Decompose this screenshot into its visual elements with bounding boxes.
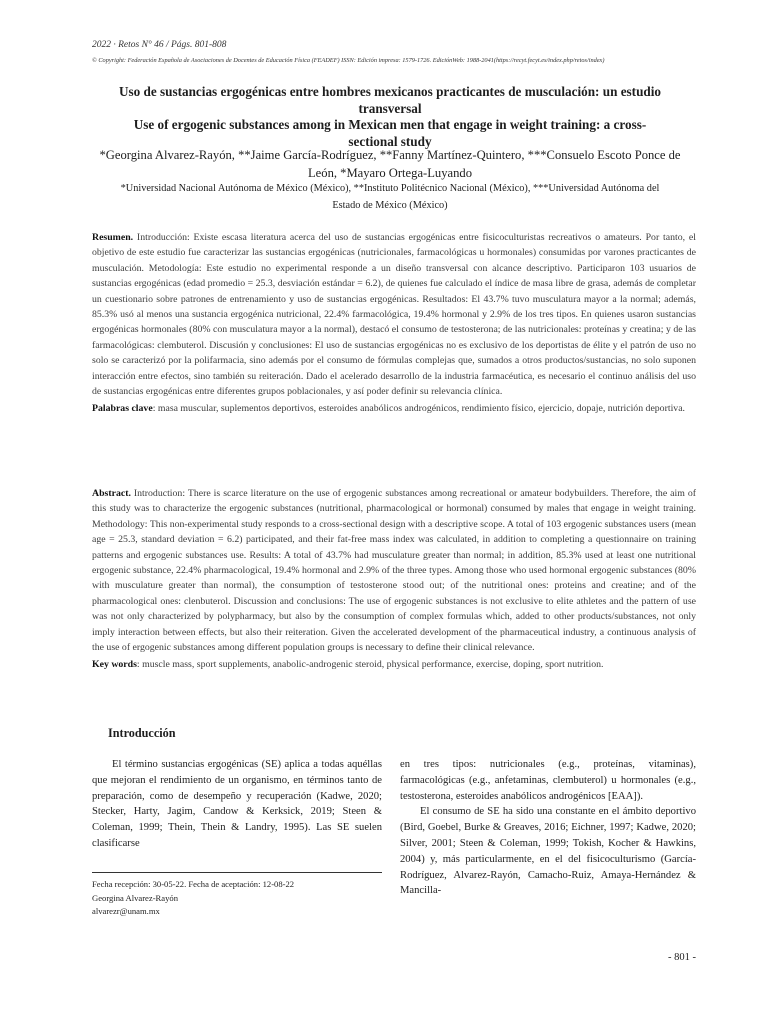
abstract-text: Introduction: There is scarce literature on the use of ergogenic substances among recreational or amateur bodybuilders. Therefore, the aim of this study was to characterize the ergogenic substances (nutritional, pharmacological or hormonal) consumed by males that engage in weight training. Methodology: This non-experimental study responds to a cross-sectional design with a descriptive scope. A total of 103 ergogenic substances users (mean age = 25.3, standard deviation = 6.2) participated, and their fat-free mass index was calculated, in addition to completing a questionnaire on training patterns and ergogenic substances use. Results: A total of 43.7% had musculature greater than normal; in addition, 85.3% used at least one nutritional ergogenic substance, 22.4% pharmacological, 19.4% hormonal and 2.9% of the three types. Among those who used hormonal ergogenic substances (80% with musculature greater than normal), the consumption of testosterone stood out; of the nutritional ones: proteins and creatine; and of the pharmacological ones: clenbuterol. Discussion and conclusions: The use of ergogenic substances is not exclusive to elite athletes and the pattern of use was not only characterized by polypharmacy, but also by the consumption of complex formulas which, added to other products/substances, not only imply interaction between effects, but also their reiteration. Given the accelerated development of the pharmaceutical industry, a continuous analysis of the use of ergogenic substances among different population groups is necessary to define their clinical relevance.	[92, 488, 696, 654]
footnote-author: Georgina Alvarez-Rayón	[92, 892, 178, 903]
footnote-divider	[92, 872, 382, 873]
authors-line2: León, *Mayaro Ortega-Luyando	[307, 165, 472, 180]
author-list	[92, 147, 688, 182]
body-column-left	[92, 757, 382, 852]
journal-header: 2022 · Retos N° 46 / Págs. 801-808	[92, 40, 227, 50]
title-en-line1: Use of ergogenic substances among in Mexican men that engage in weight training: a cross-	[133, 117, 647, 132]
copyright-notice: © Copyright: Federación Española de Asociaciones de Docentes de Educación Física (FEADEF) ISSN: Edición impresa: 1579-1726. EdiciónWeb: 1988-2041(https://recyt.fecyt.es/index.php/retos/index)	[92, 57, 605, 64]
resumen-text: Introducción: Existe escasa literatura acerca del uso de sustancias ergogénicas entre fisicoculturistas recreativos o amateurs. Por tanto, el objetivo de este estudio fue caracterizar las sustancias ergogénicas (nutricionales, farmacológicas u hormonales) consumidas por varones practicantes de musculación. Metodología: Este estudio no experimental responde a un diseño transversal con alcance descriptivo. Participaron 103 usuarios de sustancias ergogénicas (edad promedio = 25.3, desviación estándar = 6.2), de quienes fue calculado el índice de masa libre de grasa, además de completar un cuestionario sobre patrones de entrenamiento y uso de sustancias ergogénicas. Resultados: El 43.7% tuvo musculatura mayor a la normal; además, 85.3% usó al menos una sustancia ergogénica nutricional, 22.4% farmacológica, 19.4% hormonal y 2.9% de los tres tipos. En quienes usaron sustancias ergogénicas hormonales (80% con musculatura mayor a la normal), destacó el consumo de testosterona; de las nutricionales: proteínas y creatina; y de las farmacológicas: clembuterol. Discusión y conclusiones: El uso de sustancias ergogénicas no es exclusivo de los deportistas de élite y el patrón de uso no solo se caracterizó por la polifarmacia, sino además por el consumo de fórmulas complejas que, sumados a otros productos/sustancias, no solo suponen interacción entre efectos, sino también su reiteración. Dado el acelerado desarrollo de la industria farmacéutica, es necesario el continuo análisis del uso de sustancias ergogénicas entre diferentes grupos poblacionales, y así poder definir su relevancia clínica.	[92, 232, 696, 398]
authors-line1: *Georgina Alvarez-Rayón, **Jaime García-Rodríguez, **Fanny Martínez-Quintero, ***Consuelo Escoto Ponce de	[99, 148, 681, 162]
page-number: - 801 -	[668, 952, 696, 963]
intro-heading: Introducción	[108, 726, 176, 740]
resumen-paragraph	[92, 230, 696, 399]
title-en-line2: sectional study	[348, 133, 432, 149]
article-title	[92, 84, 688, 150]
intro-paragraph-1: El término sustancias ergogénicas (SE) aplica a todas aquéllas que mejoran el rendimiento de un organismo, en términos tanto de preparación, como de desempeño y recuperación (Kadwe, 2020; Stecker, Harty, Jagim, Candow & Kerksick, 2019; Steen & Coleman, 1999; Thein, Thein & Landry, 1995). Las SE suelen clasificarse	[92, 759, 382, 849]
abstract-paragraph	[92, 486, 696, 655]
abstract-section	[92, 486, 696, 673]
intro-paragraph-2: El consumo de SE ha sido una constante en el ámbito deportivo (Bird, Goebel, Burke & Greaves, 2016; Eichner, 1997; Kadwe, 2020; Silver, 2001; Steen & Coleman, 1999; Tokish, Kocher & Hawkins, 2004) y, más particularmente, en el del fisicoculturismo (García-Rodríguez, Alvarez-Rayón, Camacho-Ruiz, Amaya-Hernández & Mancilla-	[400, 806, 696, 897]
footnote	[92, 878, 382, 919]
affiliations-line2: Estado de México (México)	[332, 199, 448, 211]
body-column-right	[400, 757, 696, 899]
palabras-clave-label: Palabras clave	[92, 403, 153, 415]
intro-paragraph-1-cont: en tres tipos: nutricionales (e.g., proteínas, vitaminas), farmacológicas (e.g., anfetaminas, clembuterol) u hormonales (e.g., testosterona, esteroides anabólicos androgénicos [EAA]).	[400, 759, 696, 802]
key-words-text: : muscle mass, sport supplements, anabolic-androgenic steroid, physical performance, exercise, doping, sport nutrition.	[136, 659, 604, 671]
affiliations-line1: *Universidad Nacional Autónoma de México (México), **Instituto Politécnico Nacional (México), ***Universidad Autónoma del	[120, 183, 660, 194]
title-es-line1: Uso de sustancias ergogénicas entre hombres mexicanos practicantes de musculación: un estudio	[118, 84, 662, 99]
key-words-label: Key words	[92, 659, 137, 671]
key-words	[92, 657, 696, 672]
resumen-section	[92, 230, 696, 417]
palabras-clave	[92, 401, 696, 416]
abstract-label: Abstract.	[92, 488, 131, 499]
resumen-label: Resumen.	[92, 232, 134, 243]
footnote-email: alvarezr@unam.mx	[92, 906, 160, 916]
affiliations	[92, 181, 688, 214]
palabras-clave-text: : masa muscular, suplementos deportivos, esteroides anabólicos androgénicos, rendimiento físico, ejercicio, dopaje, nutrición deportiva.	[152, 403, 685, 415]
title-es-line2: transversal	[358, 100, 422, 116]
footnote-dates: Fecha recepción: 30-05-22. Fecha de aceptación: 12-08-22	[92, 879, 295, 889]
